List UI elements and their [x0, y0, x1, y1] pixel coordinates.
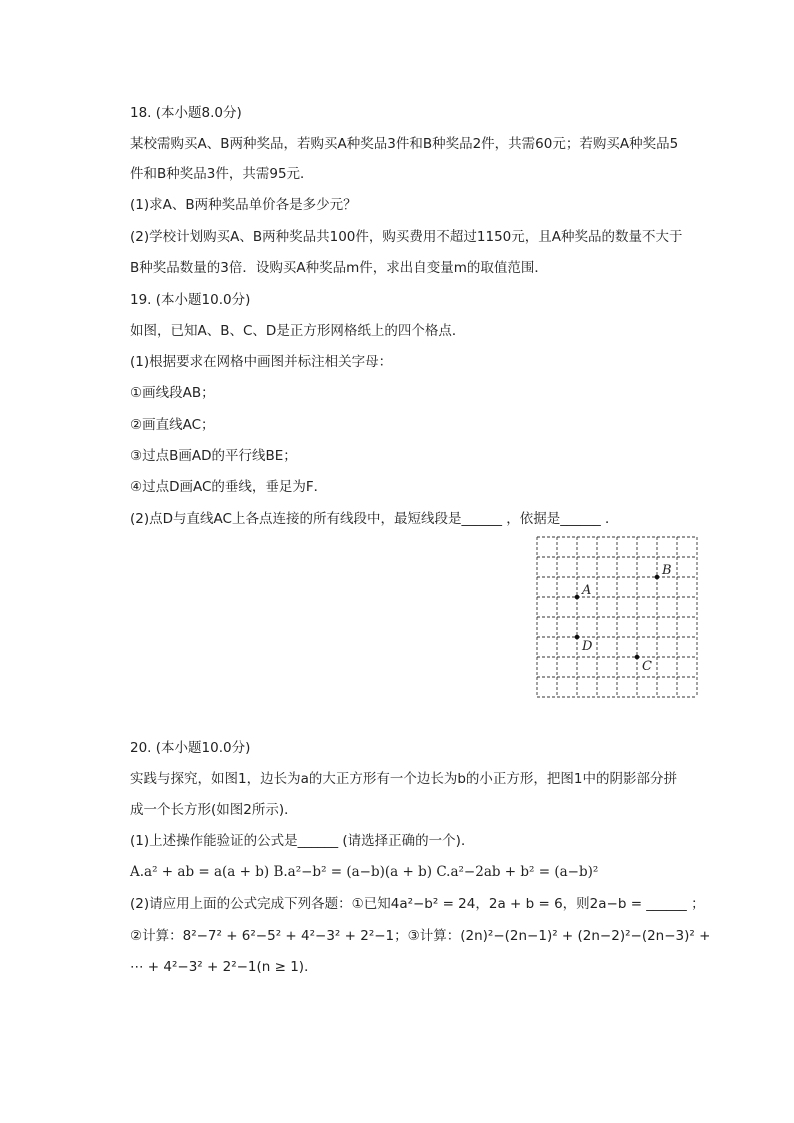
- grid-point-c: [635, 655, 640, 660]
- q19-line-6: ④过点D画AC的垂线，垂足为F．: [130, 479, 328, 495]
- q18-line-5: B种奖品数量的3倍．设购买A种奖品m件，求出自变量m的取值范围．: [130, 260, 548, 276]
- q20-line-3: (1)上述操作能验证的公式是______ (请选择正确的一个)．: [130, 833, 475, 849]
- q18-header: 18. (本小题8.0分): [130, 105, 242, 121]
- grid-point-d: [575, 635, 580, 640]
- q20-line-2: 成一个长方形(如图2所示)．: [130, 802, 298, 818]
- q18-line-4: (2)学校计划购买A、B两种奖品共100件，购买费用不超过1150元，且A种奖品的数量不大于: [130, 229, 683, 245]
- grid-point-label-c: C: [642, 659, 652, 674]
- q19-line-4: ②画直线AC；: [130, 417, 215, 433]
- square-grid-figure: [536, 536, 698, 698]
- grid-point-b: [655, 575, 660, 580]
- grid-point-label-a: A: [582, 583, 592, 598]
- grid-point-label-d: D: [582, 639, 593, 654]
- q20-header: 20. (本小题10.0分): [130, 740, 251, 756]
- q19-line-5: ③过点B画AD的平行线BE；: [130, 448, 297, 464]
- grid-point-label-b: B: [662, 563, 672, 578]
- q18-line-2: 件和B种奖品3件，共需95元．: [130, 166, 314, 182]
- q19-header: 19. (本小题10.0分): [130, 292, 251, 308]
- q18-line-1: 某校需购买A、B两种奖品，若购买A种奖品3件和B种奖品2件，共需60元；若购买A种奖品5: [130, 136, 679, 152]
- q20-line-7: ⋯ + 4²−3² + 2²−1(n ≥ 1)．: [130, 959, 318, 975]
- grid-svg: [536, 536, 698, 698]
- q20-options: A.a² + ab = a(a + b) B.a²−b² = (a−b)(a + b) C.a²−2ab + b² = (a−b)²: [130, 864, 599, 880]
- q19-line-3: ①画线段AB；: [130, 385, 215, 401]
- q20-line-1: 实践与探究，如图1，边长为a的大正方形有一个边长为b的小正方形，把图1中的阴影部分拼: [130, 771, 678, 787]
- q20-line-5: (2)请应用上面的公式完成下列各题：①已知4a²−b² = 24，2a + b = 6，则2a−b = ______ ；: [130, 896, 705, 912]
- q19-line-2: (1)根据要求在网格中画图并标注相关字母：: [130, 354, 393, 370]
- grid-point-a: [575, 595, 580, 600]
- q20-line-6: ②计算：8²−7² + 6²−5² + 4²−3² + 2²−1；③计算：(2n)²−(2n−1)² + (2n−2)²−(2n−3)² +: [130, 928, 711, 944]
- q19-line-7: (2)点D与直线AC上各点连接的所有线段中，最短线段是______ ，依据是______ ．: [130, 511, 619, 527]
- q19-line-1: 如图，已知A、B、C、D是正方形网格纸上的四个格点．: [130, 323, 466, 339]
- q18-line-3: (1)求A、B两种奖品单价各是多少元？: [130, 197, 357, 213]
